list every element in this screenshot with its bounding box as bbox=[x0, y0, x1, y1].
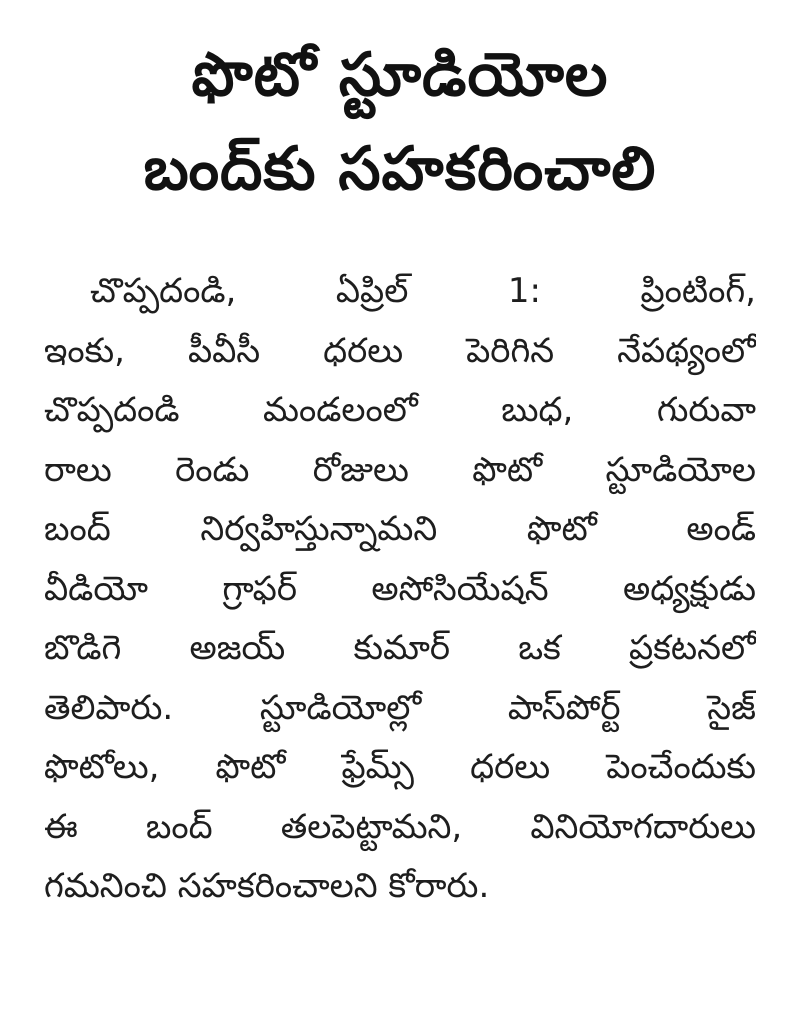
body-line: రాలు రెండు రోజులు ఫొటో స్టూడియోల bbox=[44, 449, 756, 490]
headline-line-2: బంద్‌కు సహకరించాలి bbox=[143, 134, 657, 204]
article-body bbox=[44, 262, 756, 917]
body-line: ఈ బంద్ తలపెట్టామని, వినియోగదారులు bbox=[44, 806, 756, 847]
body-line: చొప్పదండి, ఏప్రిల్ 1: ప్రింటింగ్, bbox=[90, 271, 756, 311]
body-line: తెలిపారు. స్టూడియోల్లో పాస్‌పోర్ట్ సైజ్ bbox=[44, 687, 756, 728]
body-line: బొడిగె అజయ్ కుమార్ ఒక ప్రకటనలో bbox=[44, 628, 756, 668]
body-line: ఇంకు, పీవీసీ ధరలు పెరిగిన నేపథ్యంలో bbox=[44, 330, 756, 371]
headline-line-1: ఫొటో స్టూడియోల bbox=[191, 40, 609, 110]
body-line: గమనించి సహకరించాలని కోరారు. bbox=[44, 866, 490, 906]
body-line: చొప్పదండి మండలంలో బుధ, గురువా bbox=[44, 390, 756, 430]
body-line: ఫొటోలు, ఫొటో ఫ్రేమ్స్ ధరలు పెంచేందుకు bbox=[44, 747, 756, 787]
body-line: వీడియో గ్రాఫర్ అసోసియేషన్ అధ్యక్షుడు bbox=[44, 568, 756, 609]
body-line: బంద్ నిర్వహిస్తున్నామని ఫొటో అండ్ bbox=[44, 509, 756, 549]
article-headline bbox=[44, 0, 756, 216]
